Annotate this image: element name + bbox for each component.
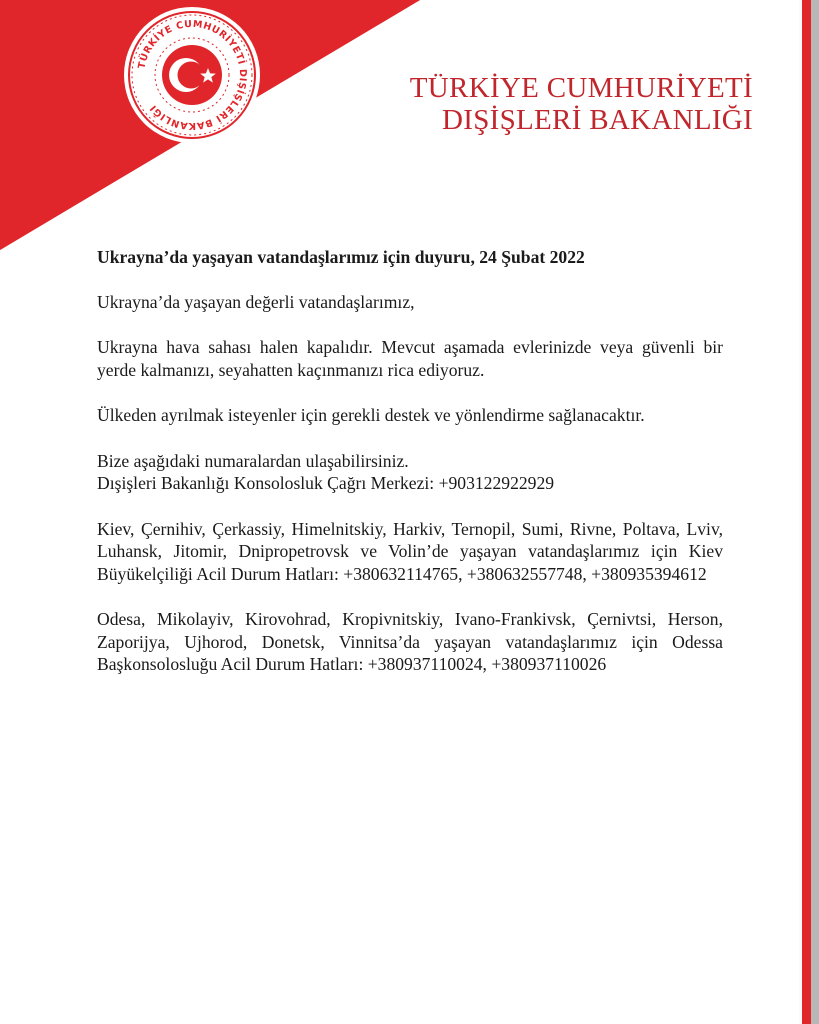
kiev-embassy-hotlines: Kiev, Çernihiv, Çerkassiy, Himelnitskiy, Harkiv, Ternopil, Sumi, Rivne, Poltava, Lviv, Luhansk, Jitomir, Dnipropetrovsk ve Volin’de yaşayan vatandaşlarımız için Kiev Büyükelçiliği Acil Durum Hatları: +380632114765, +380632557748, +380935394612 xyxy=(97,518,723,584)
ministry-seal-icon xyxy=(122,5,262,145)
ministry-name xyxy=(410,72,753,136)
page-edge-red xyxy=(802,0,811,1024)
ministry-name-line1: TÜRKİYE CUMHURİYETİ xyxy=(409,72,753,104)
paragraph-support: Ülkeden ayrılmak isteyenler için gerekli destek ve yönlendirme sağlanacaktır. xyxy=(97,405,645,425)
svg-text:TÜRKİYE CUMHURİYETİ DIŞİŞLERİ: TÜRKİYE CUMHURİYETİ DIŞİŞLERİ BAKANLIĞI xyxy=(136,18,249,132)
paragraph-airspace: Ukrayna hava sahası halen kapalıdır. Mevcut aşamada evlerinizde veya güvenli bir yerde kalmanızı, seyahatten kaçınmanızı rica ediyoruz. xyxy=(97,337,723,380)
call-center-number: Dışişleri Bakanlığı Konsolosluk Çağrı Merkezi: +903122922929 xyxy=(97,473,555,493)
contact-intro: Bize aşağıdaki numaralardan ulaşabilirsiniz. xyxy=(97,450,409,471)
ministry-name-line2: DIŞİŞLERİ BAKANLIĞI xyxy=(442,104,753,136)
odessa-consulate-hotlines: Odesa, Mikolayiv, Kirovohrad, Kropivnitskiy, Ivano-Frankivsk, Çernivtsi, Herson, Zaporijya, Ujhorod, Donetsk, Vinnitsa’da yaşayan vatandaşlarımız için Odessa Başkonsolosluğu Acil Durum Hatları: +380937110024, +380937110026 xyxy=(97,609,723,674)
page-edge-grey xyxy=(811,0,819,1024)
contact-section xyxy=(97,450,723,495)
announcement-body xyxy=(97,246,723,699)
announcement-title: Ukrayna’da yaşayan vatandaşlarımız için duyuru, 24 Şubat 2022 xyxy=(97,247,585,267)
greeting: Ukrayna’da yaşayan değerli vatandaşlarımız, xyxy=(97,291,415,312)
